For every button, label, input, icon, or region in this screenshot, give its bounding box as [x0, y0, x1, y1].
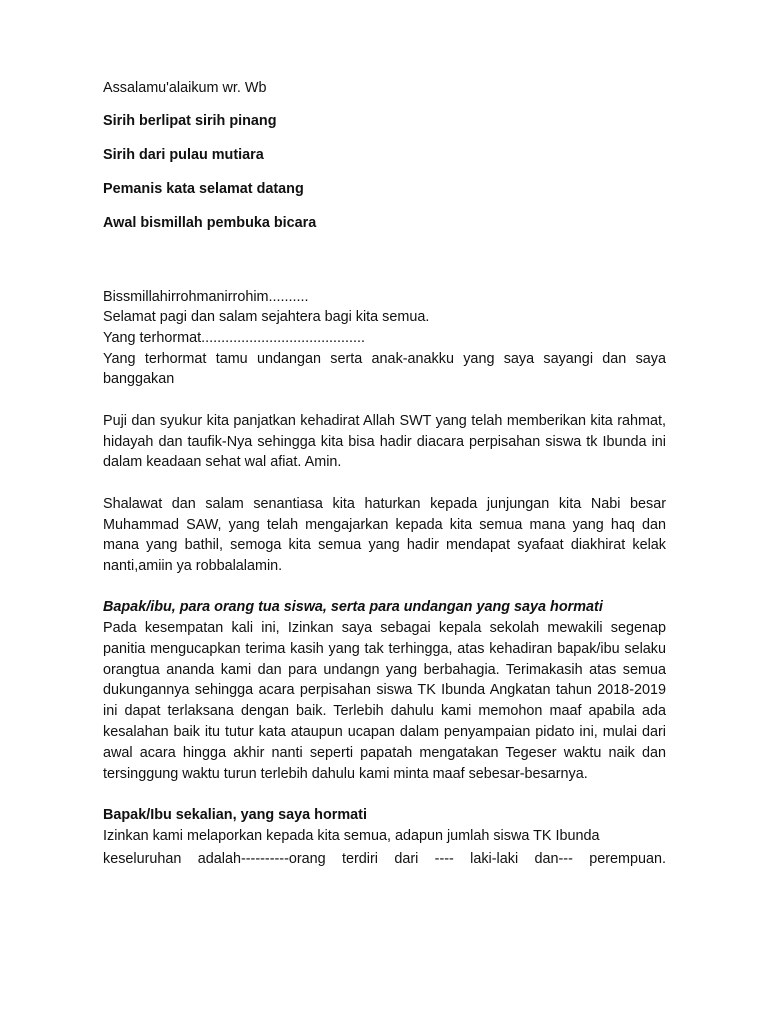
section1-body: Pada kesempatan kali ini, Izinkan saya sebagai kepala sekolah mewakili segenap panitia mengucapkan terima kasih yang tak terhingga, atas kehadiran bapak/ibu selaku orangtua ananda kami dan para undangn yang berbahagia. Terimakasih atas semua dukungannya sehingga acara perpisahan siswa TK Ibunda Angkatan tahun 2018-2019 ini dapat terlaksana dengan baik. Terlebih dahulu kami memohon maaf apabila ada kesalahan baik itu tutur kata ataupun ucapan dalam penyampaian pidato ini, mulai dari awal acara hingga akhir nanti seperti papatah mengatakan Tegeser waktu naik dan tersinggung waktu turun terlebih dahulu kami minta maaf sebesar-besarnya.: [103, 620, 666, 782]
shalawat-paragraph: Shalawat dan salam senantiasa kita haturkan kepada junjungan kita Nabi besar Muhammad SAW, yang telah mengajarkan kepada kita semua mana yang haq dan mana yang bathil, semoga kita semua yang hadir mendapat syafaat diakhirat kelak nanti,amiin ya robbalalamin.: [103, 495, 666, 575]
document-page: [103, 78, 666, 870]
yang-terhormat-line: Yang terhormat.........................................: [103, 329, 366, 346]
poem-line: Sirih dari pulau mutiara: [103, 147, 264, 164]
bismillah-line: Bissmillahirrohmanirrohim..........: [103, 288, 309, 305]
poem-line: Pemanis kata selamat datang: [103, 180, 304, 197]
greeting: Assalamu'alaikum wr. Wb: [103, 80, 267, 96]
puji-paragraph: Puji dan syukur kita panjatkan kehadirat Allah SWT yang telah memberikan kita rahmat, hidayah dan taufik-Nya sehingga kita bisa hadir diacara perpisahan siswa tk Ibunda ini dalam keadaan sehat wal afiat. Amin.: [103, 412, 666, 471]
section2-heading: Bapak/Ibu sekalian, yang saya hormati: [103, 807, 367, 824]
poem-line: Sirih berlipat sirih pinang: [103, 113, 277, 130]
poem-line: Awal bismillah pembuka bicara: [103, 214, 317, 231]
section2-line1: Izinkan kami melaporkan kepada kita semua, adapun jumlah siswa TK Ibunda: [103, 827, 600, 844]
guests-paragraph: Yang terhormat tamu undangan serta anak-anakku yang saya sayangi dan saya banggakan: [103, 350, 666, 388]
salam-line: Selamat pagi dan salam sejahtera bagi kita semua.: [103, 309, 430, 326]
poem-block: [103, 111, 666, 233]
section2-line2: keseluruhan adalah----------orang terdiri dari ---- laki-laki dan--- perempuan.: [103, 851, 666, 868]
section1-heading: Bapak/ibu, para orang tua siswa, serta para undangan yang saya hormati: [103, 599, 603, 616]
